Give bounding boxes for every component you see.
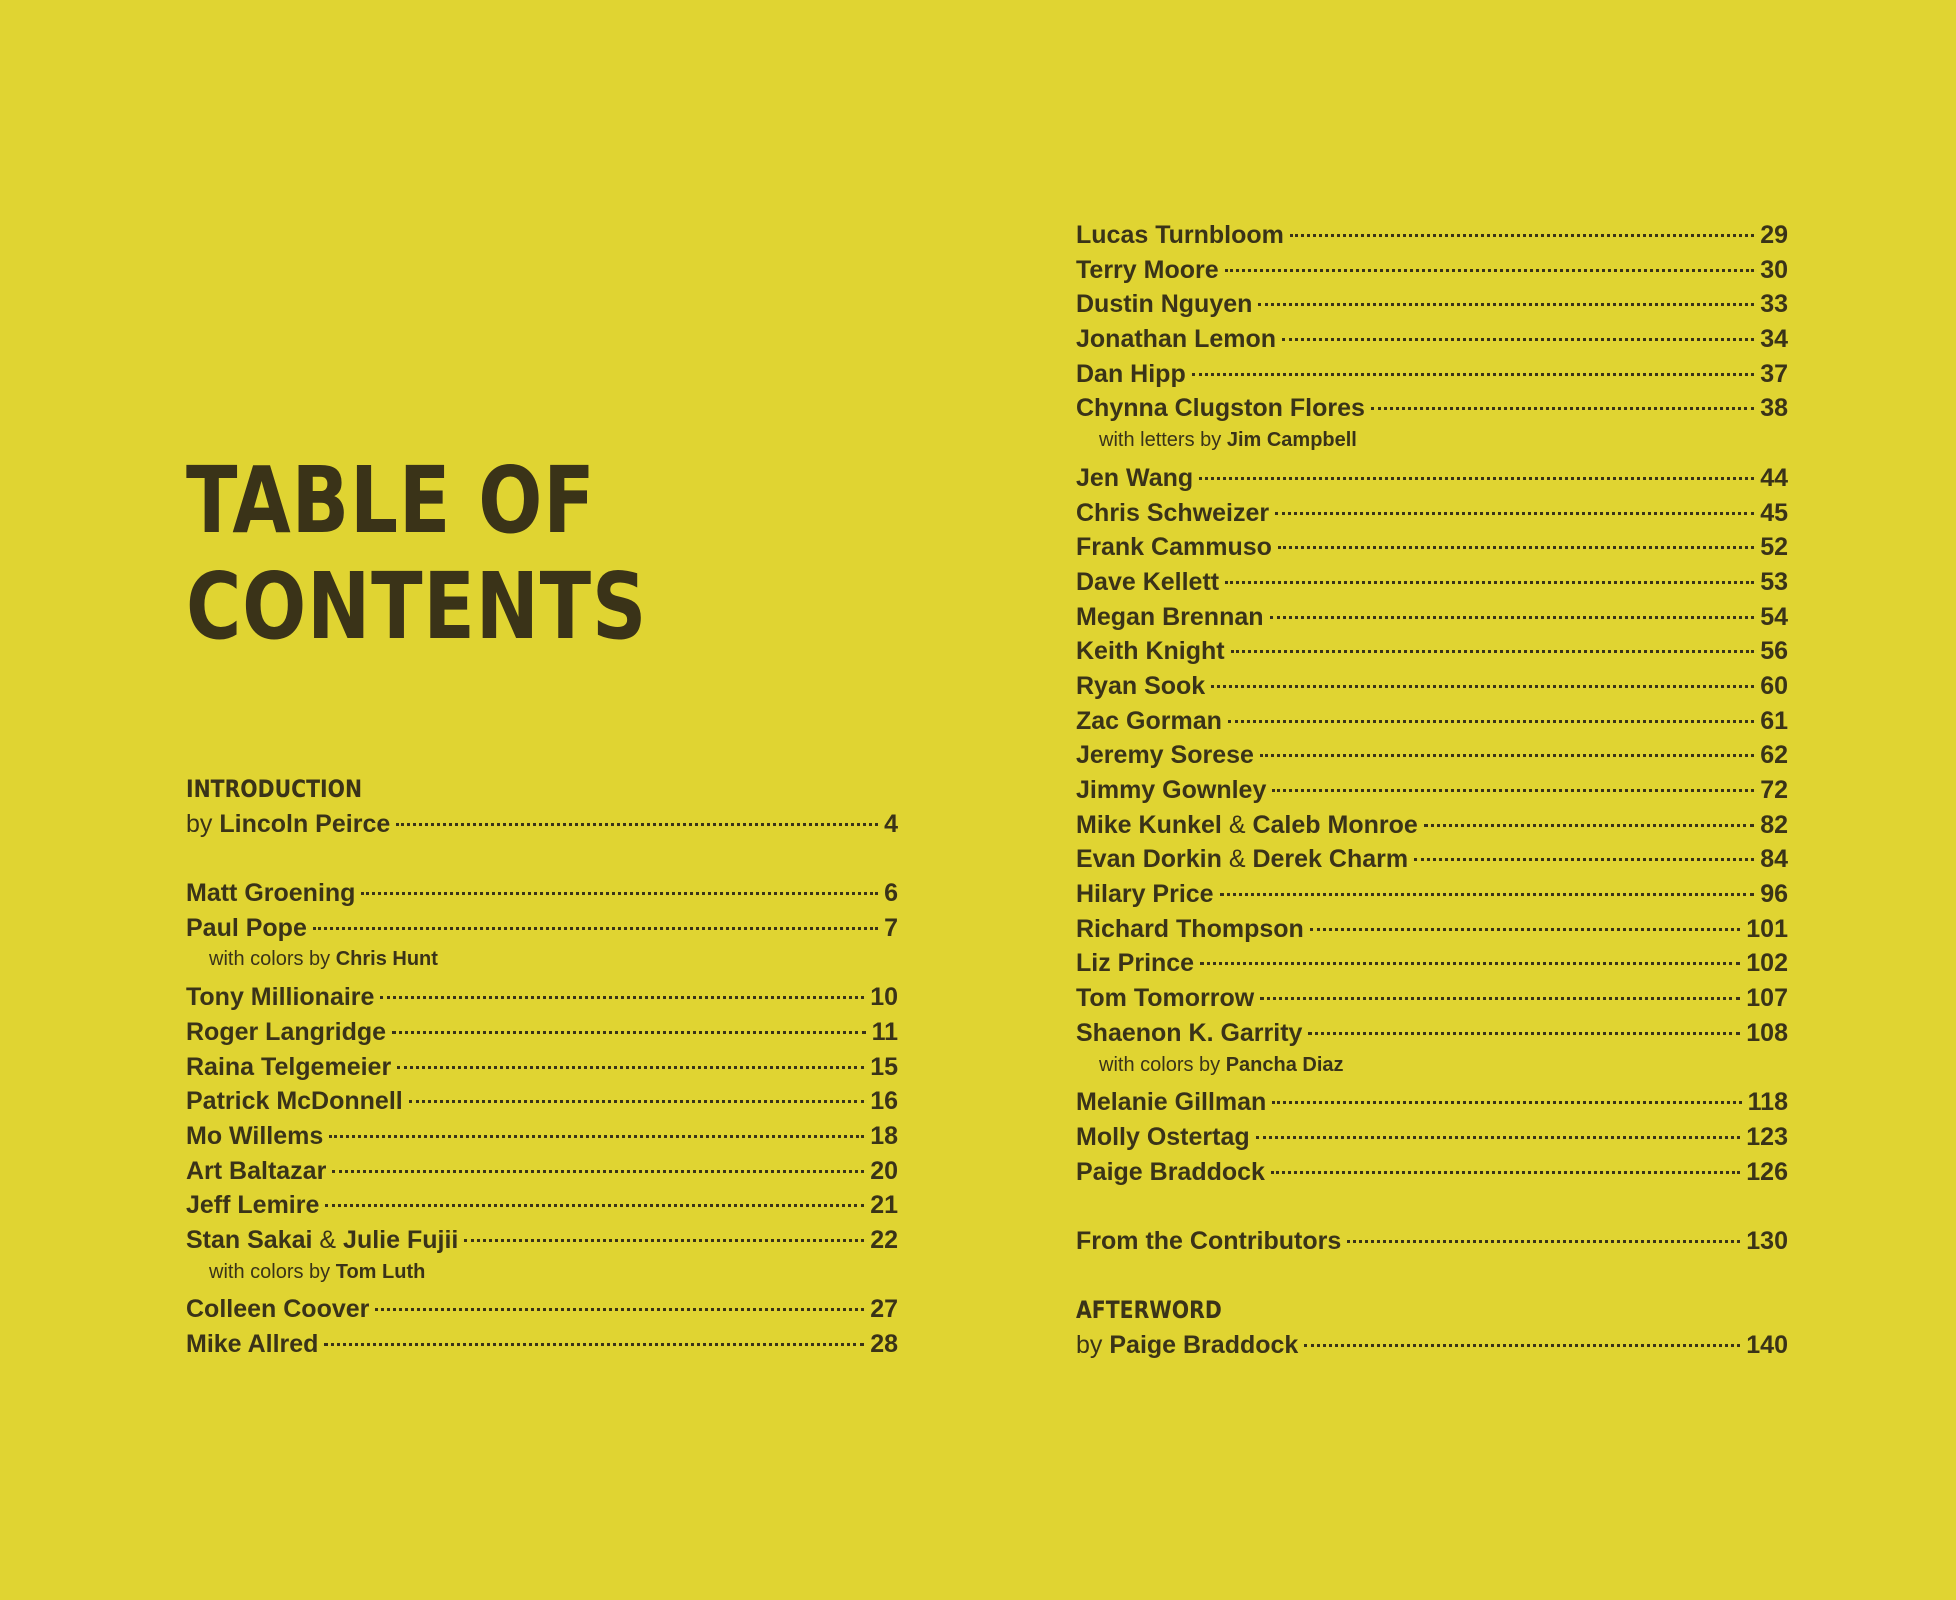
toc-entry[interactable]	[186, 876, 898, 911]
author-name: Richard Thompson	[1076, 914, 1304, 943]
author-name: Megan Brennan	[1076, 602, 1264, 631]
entry-name	[1076, 1016, 1302, 1051]
entry-name	[1076, 357, 1186, 392]
dot-leader	[332, 1170, 864, 1173]
author-name: Jen Wang	[1076, 463, 1194, 492]
dot-leader	[1310, 928, 1740, 931]
entry-page-number: 28	[870, 1330, 898, 1358]
entry-page-number: 107	[1746, 984, 1788, 1013]
entry-page-number: 27	[870, 1295, 898, 1324]
toc-entry[interactable]	[186, 1188, 898, 1223]
entry-name	[1076, 1085, 1266, 1120]
toc-entry[interactable]	[1076, 218, 1788, 253]
author-name: Liz Prince	[1076, 949, 1195, 978]
toc-entry[interactable]	[1076, 704, 1788, 739]
toc-entry[interactable]	[1076, 1120, 1788, 1155]
entry-name	[1076, 565, 1219, 600]
author-name-2: Julie Fujii	[343, 1225, 459, 1254]
dot-leader	[1290, 234, 1754, 237]
author-name: Raina Telgemeier	[186, 1052, 392, 1081]
entry-name	[1076, 669, 1205, 704]
entry-page-number: 54	[1760, 602, 1788, 631]
entry-name	[186, 980, 374, 1015]
toc-entry[interactable]	[186, 1327, 898, 1362]
dot-leader	[1271, 1171, 1740, 1174]
toc-entry[interactable]	[1076, 391, 1788, 426]
author-name: Dan Hipp	[1076, 359, 1186, 388]
toc-entry[interactable]	[1076, 1016, 1788, 1051]
entry-page-number: 6	[884, 879, 898, 908]
entry-page-number: 84	[1760, 845, 1788, 874]
author-name: Chris Schweizer	[1076, 498, 1270, 527]
toc-entry[interactable]	[1076, 1155, 1788, 1190]
dot-leader	[1272, 789, 1754, 792]
entry-name	[1076, 287, 1252, 322]
entry-page-number: 60	[1760, 671, 1788, 700]
credit-prefix: with colors by	[1099, 1053, 1221, 1076]
entry-name	[1076, 946, 1194, 981]
left-column	[186, 772, 898, 1362]
ampersand: &	[1228, 810, 1246, 839]
entry-name	[1076, 253, 1219, 288]
entry-name	[186, 1154, 326, 1189]
spacer	[186, 841, 898, 876]
entry-name: by Lincoln Peirce	[186, 809, 391, 838]
dot-leader	[1220, 893, 1755, 896]
author-name: Art Baltazar	[186, 1156, 327, 1185]
toc-entry[interactable]	[1076, 842, 1788, 877]
author-name: Mike Allred	[186, 1330, 319, 1358]
author-name: Stan Sakai	[186, 1225, 313, 1254]
author-name: Roger Langridge	[186, 1017, 387, 1046]
entry-page-number: 29	[1760, 221, 1788, 249]
entry-page-number: 108	[1746, 1018, 1788, 1047]
entry-page-number: 22	[870, 1225, 898, 1254]
toc-entry[interactable]	[1076, 773, 1788, 808]
dot-leader	[1200, 962, 1740, 965]
dot-leader	[1192, 373, 1754, 376]
entry-name	[186, 1292, 369, 1327]
dot-leader	[325, 1204, 864, 1207]
author-name-2: Caleb Monroe	[1252, 810, 1418, 839]
toc-entry[interactable]	[1076, 530, 1788, 565]
entry-page-number: 30	[1760, 255, 1788, 284]
entry-page-number: 118	[1747, 1088, 1788, 1117]
entry-name	[1076, 530, 1272, 565]
toc-entry[interactable]	[1076, 287, 1788, 322]
author-name: Jimmy Gownley	[1076, 776, 1267, 804]
entry-name	[1076, 912, 1304, 947]
author-name: Lucas Turnbloom	[1076, 221, 1284, 249]
entry-page-number: 130	[1746, 1226, 1788, 1255]
toc-entry[interactable]	[1076, 357, 1788, 392]
dot-leader	[396, 823, 878, 826]
credit-prefix: with colors by	[209, 1260, 331, 1283]
entry-name	[1076, 773, 1266, 808]
entry-page-number: 123	[1746, 1122, 1788, 1151]
introduction-heading: INTRODUCTION	[186, 775, 363, 803]
toc-entry[interactable]	[186, 1084, 898, 1119]
entry-name	[186, 1050, 391, 1085]
entry-page-number: 33	[1760, 290, 1788, 319]
credit-prefix: with colors by	[209, 948, 331, 971]
entry-name	[1076, 1120, 1250, 1155]
author-name: Colleen Coover	[186, 1295, 370, 1324]
entry-name	[1076, 322, 1276, 357]
dot-leader	[392, 1031, 866, 1034]
spacer	[1076, 1259, 1788, 1294]
author-name: Matt Groening	[186, 879, 356, 908]
toc-entry[interactable]	[1076, 946, 1788, 981]
entry-page-number: 53	[1760, 567, 1788, 596]
entry-name	[186, 1223, 458, 1258]
dot-leader	[1260, 997, 1740, 1000]
author-name: Ryan Sook	[1076, 671, 1206, 700]
toc-entry[interactable]	[1076, 981, 1788, 1016]
entry-name	[186, 911, 307, 946]
dot-leader	[409, 1100, 864, 1103]
author-name: Zac Gorman	[1076, 706, 1222, 735]
toc-entry[interactable]	[186, 1050, 898, 1085]
entry-name	[1076, 634, 1225, 669]
toc-entry[interactable]	[186, 1223, 898, 1258]
dot-leader	[1304, 1344, 1740, 1347]
entry-name	[186, 1084, 403, 1119]
entry-page-number: 18	[870, 1121, 898, 1150]
toc-entry[interactable]	[1076, 253, 1788, 288]
dot-leader	[1424, 824, 1754, 827]
toc-entry[interactable]	[1076, 565, 1788, 600]
toc-entry[interactable]	[186, 911, 898, 946]
entry-name	[186, 1015, 386, 1050]
dot-leader	[464, 1239, 864, 1242]
entry-name	[186, 876, 355, 911]
toc-entry[interactable]	[186, 980, 898, 1015]
author-name: Patrick McDonnell	[186, 1087, 403, 1116]
dot-leader	[1260, 754, 1754, 757]
toc-entry[interactable]	[186, 1119, 898, 1154]
author-name: Frank Cammuso	[1076, 533, 1272, 562]
author-name: Jeremy Sorese	[1076, 741, 1254, 770]
dot-leader	[1225, 269, 1755, 272]
credit-name: Chris Hunt	[335, 948, 438, 971]
dot-leader	[1282, 338, 1754, 341]
ampersand: &	[319, 1225, 337, 1254]
toc-entry[interactable]	[1076, 738, 1788, 773]
entry-page-number: 126	[1746, 1157, 1788, 1186]
entry-page-number: 62	[1760, 741, 1788, 770]
entry-name	[1076, 600, 1264, 635]
toc-entry-contributors[interactable]	[1076, 1224, 1788, 1259]
toc-entry[interactable]	[1076, 600, 1788, 635]
dot-leader	[361, 892, 878, 895]
toc-entry[interactable]	[1076, 496, 1788, 531]
author-name: Mo Willems	[186, 1121, 324, 1150]
author-name: Terry Moore	[1076, 255, 1219, 284]
entry-page-number: 10	[870, 983, 898, 1012]
entry-name	[186, 1119, 323, 1154]
entry-credit	[186, 945, 898, 980]
entry-page-number: 52	[1760, 533, 1788, 562]
entry-name	[1076, 704, 1222, 739]
entry-name	[1076, 461, 1193, 496]
entry-page-number: 72	[1760, 776, 1788, 804]
dot-leader	[1308, 1032, 1740, 1035]
ampersand: &	[1228, 845, 1246, 874]
author-name: Mike Kunkel	[1076, 810, 1222, 839]
dot-leader	[1199, 477, 1754, 480]
entry-page-number: 15	[870, 1052, 898, 1081]
credit-name: Pancha Diaz	[1225, 1053, 1344, 1076]
author-name: Melanie Gillman	[1076, 1088, 1267, 1117]
title-line-2: CONTENTS	[186, 553, 648, 660]
author-name: Tom Tomorrow	[1076, 984, 1255, 1013]
entry-page-number: 45	[1760, 498, 1788, 527]
entry-name	[1076, 1155, 1265, 1190]
entry-page-number: 96	[1760, 880, 1788, 909]
dot-leader	[1272, 1101, 1741, 1104]
entry-page-number: 16	[870, 1087, 898, 1116]
dot-leader	[313, 927, 878, 930]
entry-name: by Paige Braddock	[1076, 1331, 1299, 1359]
dot-leader	[324, 1343, 864, 1346]
entry-credit	[1076, 426, 1788, 461]
dot-leader	[1258, 303, 1754, 306]
credit-name: Jim Campbell	[1226, 429, 1357, 452]
entry-name	[186, 1327, 318, 1362]
author-name: Evan Dorkin	[1076, 845, 1222, 874]
dot-leader	[1275, 512, 1754, 515]
toc-entry[interactable]	[1076, 322, 1788, 357]
author-name: Keith Knight	[1076, 637, 1225, 666]
entry-name: From the Contributors	[1076, 1226, 1342, 1255]
toc-entry[interactable]	[1076, 877, 1788, 912]
credit-name: Tom Luth	[335, 1260, 426, 1283]
entry-page-number: 82	[1760, 810, 1788, 839]
author-name-2: Derek Charm	[1252, 845, 1409, 874]
entry-page-number: 56	[1760, 637, 1788, 666]
afterword-heading: AFTERWORD	[1076, 1296, 1222, 1325]
left-entry-list	[186, 876, 898, 1362]
toc-entry[interactable]	[1076, 808, 1788, 843]
entry-page-number: 38	[1760, 394, 1788, 423]
entry-name	[1076, 738, 1254, 773]
entry-page-number: 20	[870, 1156, 898, 1185]
author-name: Shaenon K. Garrity	[1076, 1018, 1303, 1047]
dot-leader	[1347, 1240, 1740, 1243]
author-name: Dave Kellett	[1076, 567, 1220, 596]
author-name: Paul Pope	[186, 913, 307, 942]
entry-name	[1076, 808, 1418, 843]
entry-page-number: 34	[1760, 325, 1788, 354]
author-name: Hilary Price	[1076, 880, 1214, 909]
toc-entry[interactable]	[186, 1154, 898, 1189]
toc-entry-introduction[interactable]	[186, 807, 898, 842]
right-entry-list	[1076, 218, 1788, 1189]
page-title	[186, 448, 647, 660]
right-column	[1076, 218, 1788, 1363]
entry-name	[1076, 877, 1214, 912]
spacer	[1076, 1189, 1788, 1224]
entry-name	[186, 1188, 319, 1223]
entry-name	[1076, 981, 1254, 1016]
dot-leader	[1278, 546, 1754, 549]
dot-leader	[375, 1308, 864, 1311]
entry-name	[1076, 391, 1365, 426]
dot-leader	[1256, 1136, 1741, 1139]
entry-page-number: 61	[1760, 706, 1788, 735]
entry-page-number: 101	[1746, 914, 1788, 943]
dot-leader	[1225, 581, 1754, 584]
dot-leader	[1211, 685, 1754, 688]
author-name: Chynna Clugston Flores	[1076, 394, 1365, 423]
toc-entry[interactable]	[1076, 669, 1788, 704]
dot-leader	[1228, 720, 1754, 723]
entry-name	[1076, 842, 1408, 877]
author-name: Jeff Lemire	[186, 1191, 320, 1220]
entry-credit	[186, 1258, 898, 1293]
toc-entry[interactable]	[186, 1292, 898, 1327]
author-name: Dustin Nguyen	[1076, 290, 1253, 319]
credit-prefix: with letters by	[1099, 429, 1222, 452]
toc-entry[interactable]	[1076, 1085, 1788, 1120]
toc-entry[interactable]	[186, 1015, 898, 1050]
toc-entry[interactable]	[1076, 461, 1788, 496]
dot-leader	[1231, 650, 1755, 653]
entry-name	[1076, 218, 1284, 253]
toc-entry-afterword[interactable]	[1076, 1328, 1788, 1363]
dot-leader	[1371, 407, 1754, 410]
author-name: Jonathan Lemon	[1076, 325, 1277, 354]
author-name: Molly Ostertag	[1076, 1122, 1250, 1151]
entry-page-number: 21	[870, 1191, 898, 1220]
dot-leader	[380, 996, 864, 999]
dot-leader	[1414, 858, 1754, 861]
title-line-1: TABLE OF	[186, 447, 596, 554]
entry-credit	[1076, 1051, 1788, 1086]
toc-entry[interactable]	[1076, 912, 1788, 947]
entry-page-number: 140	[1746, 1331, 1788, 1359]
dot-leader	[397, 1066, 864, 1069]
entry-name	[1076, 496, 1269, 531]
entry-page-number: 102	[1746, 949, 1788, 978]
toc-entry[interactable]	[1076, 634, 1788, 669]
entry-page-number: 7	[884, 913, 898, 942]
entry-page-number: 4	[884, 809, 898, 838]
entry-page-number: 44	[1760, 463, 1788, 492]
entry-page-number: 11	[871, 1017, 898, 1046]
dot-leader	[329, 1135, 864, 1138]
entry-page-number: 37	[1760, 359, 1788, 388]
author-name: Paige Braddock	[1076, 1157, 1265, 1186]
dot-leader	[1270, 616, 1755, 619]
author-name: Tony Millionaire	[186, 983, 375, 1012]
